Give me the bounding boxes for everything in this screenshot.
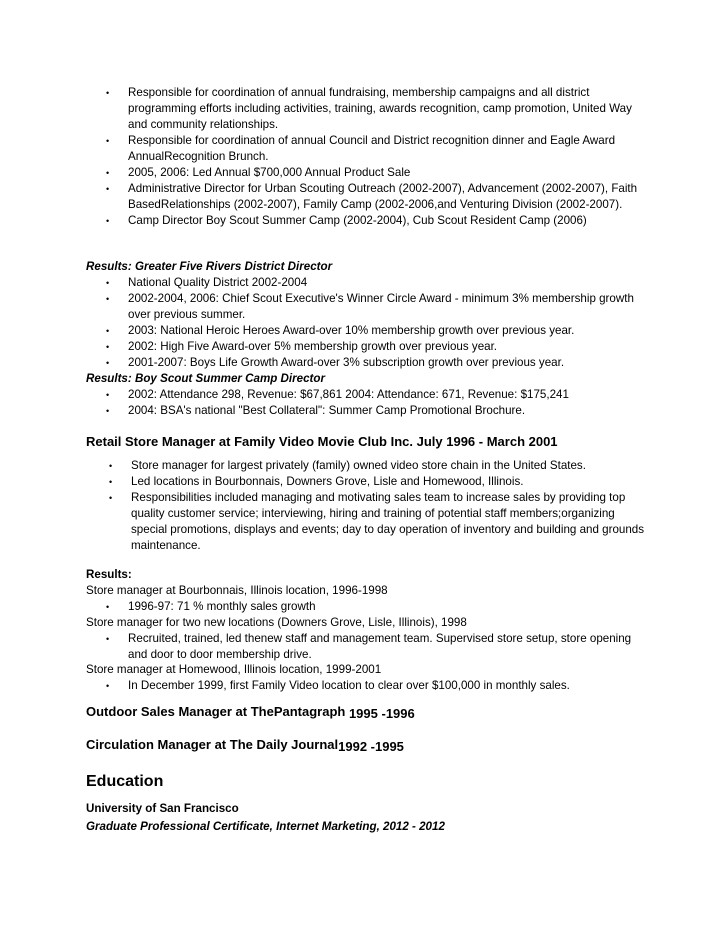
education-degree: Graduate Professional Certificate, Internet Marketing, 2012 - 2012 (86, 820, 445, 833)
list-item: • 2003: National Heroic Heroes Award-over 10% membership growth over previous year. (0, 323, 640, 339)
results1-heading: Results: Greater Five Rivers District Director (86, 260, 333, 273)
results3-line2: Store manager for two new locations (Downers Grove, Lisle, Illinois), 1998 (86, 616, 467, 629)
list-item: • Recruited, trained, led thenew staff and management team. Supervised store setup, store opening and door to door membership drive. (0, 631, 640, 663)
results3-heading: Results: (86, 568, 132, 581)
education-school: University of San Francisco (86, 802, 239, 815)
list-item: • 2002: High Five Award-over 5% membership growth over previous year. (0, 339, 640, 355)
job-circulation-dates: 1992 -1995 (338, 739, 404, 754)
list-item: • In December 1999, first Family Video location to clear over $100,000 in monthly sales. (0, 678, 640, 694)
job-circulation-title: Circulation Manager at The Daily Journal (86, 737, 339, 752)
results3-list3 (0, 678, 640, 694)
list-item: • 2002-2004, 2006: Chief Scout Executive's Winner Circle Award - minimum 3% membership growth over previous summer. (0, 291, 640, 323)
results3-line3: Store manager at Homewood, Illinois location, 1999-2001 (86, 663, 382, 676)
list-item: • 2002: Attendance 298, Revenue: $67,861 2004: Attendance: 671, Revenue: $175,241 (0, 387, 640, 403)
list-item: • National Quality District 2002-2004 (0, 275, 640, 291)
job-outdoor-dates: 1995 -1996 (348, 706, 415, 721)
job-retail-heading: Retail Store Manager at Family Video Movie Club Inc. July 1996 - March 2001 (86, 434, 558, 449)
list-item: • Led locations in Bourbonnais, Downers Grove, Lisle and Homewood, Illinois. (0, 474, 648, 490)
list-item: • Responsibilities included managing and motivating sales team to increase sales by providing top quality customer service; interviewing, hiring and training of potential staff members;organizing special promotions, displays and events; day to day operation of inventory and building and grounds maintenance. (0, 490, 648, 554)
list-item: • Store manager for largest privately (family) owned video store chain in the United States. (0, 458, 648, 474)
results2-list (0, 387, 640, 419)
block1-list (0, 85, 650, 229)
results2-heading: Results: Boy Scout Summer Camp Director (86, 372, 326, 385)
job-outdoor-heading (0, 704, 415, 720)
list-item: • 2001-2007: Boys Life Growth Award-over 3% subscription growth over previous year. (0, 355, 640, 371)
job-outdoor-title: Outdoor Sales Manager at ThePantagraph (86, 704, 346, 719)
results3-list2 (0, 631, 640, 663)
list-item: • 2004: BSA's national "Best Collateral": Summer Camp Promotional Brochure. (0, 403, 640, 419)
results1-list (0, 275, 640, 371)
results3-list1 (0, 599, 640, 615)
retail-list (0, 458, 648, 554)
list-item: • 1996-97: 71 % monthly sales growth (0, 599, 640, 615)
job-circulation-heading (0, 737, 404, 753)
list-item: • Responsible for coordination of annual Council and District recognition dinner and Eagle Award AnnualRecognition Brunch. (0, 133, 650, 165)
list-item: • Administrative Director for Urban Scouting Outreach (2002-2007), Advancement (2002-2007), Faith BasedRelationships (2002-2007), Family Camp (2002-2006,and Venturing Division (2002-2007). (0, 181, 650, 213)
list-item: • 2005, 2006: Led Annual $700,000 Annual Product Sale (0, 165, 650, 181)
results3-line1: Store manager at Bourbonnais, Illinois location, 1996-1998 (86, 584, 388, 597)
education-heading: Education (86, 773, 164, 790)
list-item: • Camp Director Boy Scout Summer Camp (2002-2004), Cub Scout Resident Camp (2006) (0, 213, 650, 229)
list-item: • Responsible for coordination of annual fundraising, membership campaigns and all district programming efforts including activities, training, awards recognition, camp promotion, United Way and community relationships. (0, 85, 650, 133)
